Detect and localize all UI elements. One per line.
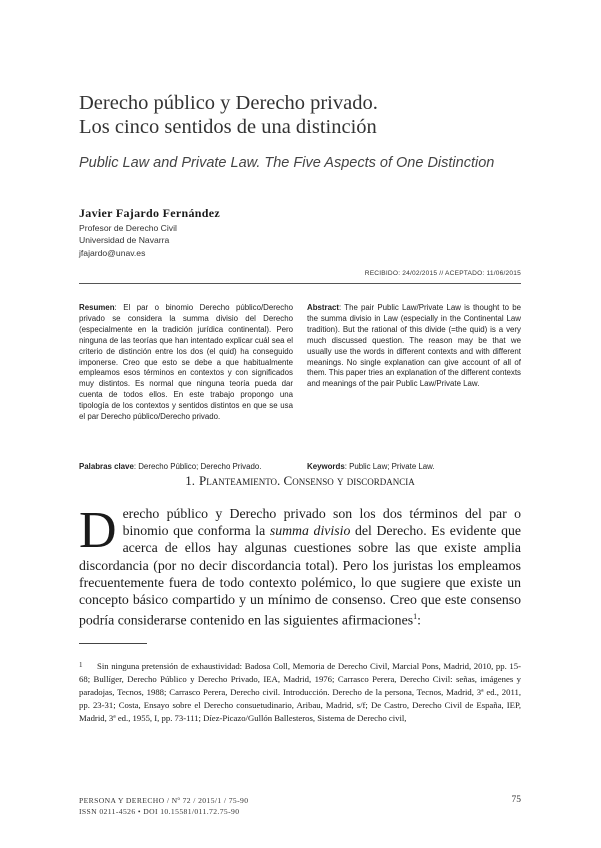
article-title-line2: Los cinco sentidos de una distinción: [79, 116, 377, 138]
author-position: Profesor de Derecho Civil: [79, 223, 177, 233]
resumen-text: : El par o binomio Derecho público/Derecho privado se considera la summa divisio del Derecho (especialmente en la tradición jurídica continental). Pero ninguna de las teorías que han intentado explicar cuál sea el criterio de distinción entre los dos (el quid) ha conseguido imponerse. Creo que esto se debe a que habitualmente empleamos esos términos en contextos y con significados muy distintos. Es normal que ninguna teoría pueda dar cuenta de todos ellos. En este trabajo propongo una tipología de los contextos y sentidos distintos en que se usa el par Derecho público/Derecho privado.: [79, 303, 293, 422]
body-text-end: :: [417, 612, 421, 628]
keywords-text: : Public Law; Private Law.: [344, 462, 435, 471]
running-footer: [79, 795, 248, 817]
received-accepted-dates: RECIBIDO: 24/02/2015 // ACEPTADO: 11/06/2015: [364, 270, 521, 277]
article-title: [79, 91, 549, 139]
section-heading: [79, 473, 521, 489]
author-name: Javier Fajardo Fernández: [79, 206, 220, 220]
footnote: [79, 659, 521, 725]
abstract-text: : The pair Public Law/Private Law is thought to be the summa divisio in Law (especially in the Continental Law tradition). But the rational of this divide (=the quid) is a very much discussed question. The reason may be that we usually use the words in different contexts and with different meanings. No single explanation can give account of all of them. This paper tries an explanation of the different contexts and meanings of the pair Public Law/Private Law.: [307, 303, 521, 389]
section-number: 1.: [185, 473, 195, 488]
page-number: 75: [511, 795, 521, 805]
body-text-main: del Derecho. Es evidente que acerca de ellos hay algunas cuestiones sobre las que existe amplia discordancia (por no decir discordancia total). Pero los juristas los empleamos frecuentemente fuera de todo contexto polémico, lo que sugiere que existe un concepto básico compartido y un mínimo de consenso. Creo que este consenso podría considerarse contenido en las siguientes afirmaciones: [79, 523, 521, 628]
section-title: Planteamiento. Consenso y discordancia: [199, 473, 415, 488]
palabras-clave-label: Palabras clave: [79, 462, 134, 471]
abstract-block: [307, 303, 521, 390]
drop-cap: D: [79, 502, 117, 559]
author-email: jfajardo@unav.es: [79, 247, 146, 258]
resumen-block: [79, 303, 293, 423]
footnote-reference[interactable]: 1: [413, 612, 418, 622]
body-paragraph: [79, 502, 521, 629]
dates-divider: [79, 283, 521, 284]
footnote-text: Sin ninguna pretensión de exhaustividad: Badosa Coll, Memoria de Derecho Civil, Marcial Pons, Madrid, 2010, pp. 15-68; Bullíger, Derecho Público y Derecho Privado, IEA, Madrid, 1976; Carrasco Perera, Derecho Civil: señas, imágenes y paradojas, Tecnos, 1988; Carrasco Perera, Derecho civil. Introducción. Derecho de la persona, Tecnos, Madrid, 3ª ed., 2011, pp. 23-31; Costa, Ensayo sobre el Derecho consuetudinario, Aribau, Madrid, s/f; De Castro, Derecho Civil de España, IEP, Madrid, 3ª ed., 1955, I, pp. 73-111; Díez-Picazo/Gullón Ballesteros, Sistema de Derecho civil,: [79, 661, 521, 723]
abstract-label: Abstract: [307, 303, 340, 312]
footnote-number: 1: [79, 661, 83, 669]
palabras-clave: [79, 462, 261, 471]
palabras-clave-text: : Derecho Público; Derecho Privado.: [133, 462, 262, 471]
author-affiliation: [79, 222, 177, 259]
keywords: [307, 462, 435, 471]
resumen-label: Resumen: [79, 303, 115, 312]
article-title-line1: Derecho público y Derecho privado.: [79, 92, 378, 114]
article-subtitle: Public Law and Private Law. The Five Aspects of One Distinction: [79, 155, 495, 171]
author-institution: Universidad de Navarra: [79, 235, 170, 246]
body-italic-term: summa divisio: [269, 523, 351, 539]
footnote-divider: [79, 643, 147, 644]
issn-doi: ISSN 0211-4526 • DOI 10.15581/011.72.75-90: [79, 807, 240, 816]
body-text-start: erecho público y Derecho privado son los dos términos del par o binomio que conforma la: [122, 506, 521, 539]
journal-citation: PERSONA Y DERECHO / Nº 72 / 2015/1 / 75-90: [79, 796, 249, 805]
keywords-label: Keywords: [307, 462, 345, 471]
